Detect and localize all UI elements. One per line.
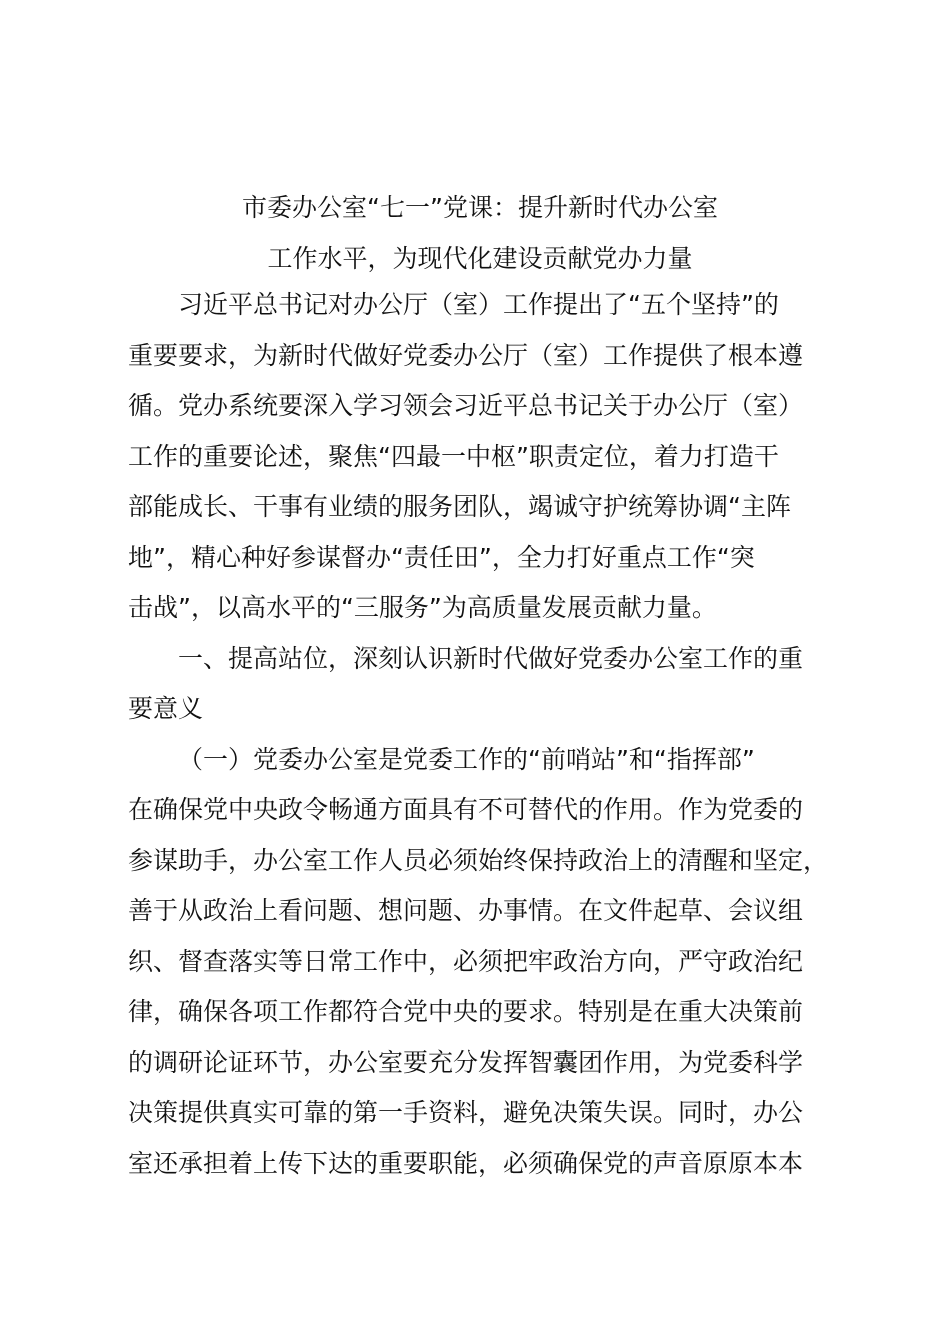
- paragraph-2-line-2: 在确保党中央政令畅通方面具有不可替代的作用。作为党委的: [128, 795, 804, 824]
- document-body: [128, 280, 838, 1189]
- paragraph-1-line-2: 重要要求，为新时代做好党委办公厅（室）工作提供了根本遵: [128, 340, 804, 370]
- paragraph-1-line-4: 工作的重要论述，聚焦“四最一中枢”职责定位，着力打造干: [128, 441, 779, 471]
- paragraph-2-line-9: 室还承担着上传下达的重要职能，必须确保党的声音原原本本: [128, 1148, 804, 1178]
- paragraph-2-line-3: 参谋助手，办公室工作人员必须始终保持政治上的清醒和坚定，: [128, 845, 829, 875]
- paragraph-2-line-7: 的调研论证环节，办公室要充分发挥智囊团作用，为党委科学: [128, 1047, 804, 1077]
- title-line-1: 市委办公室“七一”党课：提升新时代办公室: [242, 193, 718, 222]
- paragraph-1-line-7: 击战”，以高水平的“三服务”为高质量发展贡献力量。: [128, 593, 717, 622]
- heading-1-line-1: 一、提高站位，深刻认识新时代做好党委办公室工作的重: [178, 643, 804, 673]
- paragraph-1-line-3: 循。党办系统要深入学习领会习近平总书记关于办公厅（室）: [128, 391, 804, 420]
- paragraph-2-line-1: （一）党委办公室是党委工作的“前哨站”和“指挥部”: [178, 744, 755, 774]
- paragraph-2-line-6: 律，确保各项工作都符合党中央的要求。特别是在重大决策前: [128, 997, 804, 1026]
- paragraph-2-line-8: 决策提供真实可靠的第一手资料，避免决策失误。同时，办公: [128, 1098, 804, 1127]
- paragraph-1-line-5: 部能成长、干事有业绩的服务团队，竭诚守护统筹协调“主阵: [128, 492, 791, 521]
- paragraph-2-line-4: 善于从政治上看问题、想问题、办事情。在文件起草、会议组: [128, 896, 804, 925]
- paragraph-2-line-5: 织、督查落实等日常工作中，必须把牢政治方向，严守政治纪: [128, 946, 804, 976]
- document-title: [80, 183, 880, 284]
- paragraph-1-line-6: 地”，精心种好参谋督办“责任田”，全力打好重点工作“突: [128, 542, 755, 572]
- title-line-2: 工作水平，为现代化建设贡献党办力量: [267, 243, 693, 273]
- paragraph-1-line-1: 习近平总书记对办公厅（室）工作提出了“五个坚持”的: [178, 290, 779, 319]
- heading-1-line-2: 要意义: [128, 694, 204, 723]
